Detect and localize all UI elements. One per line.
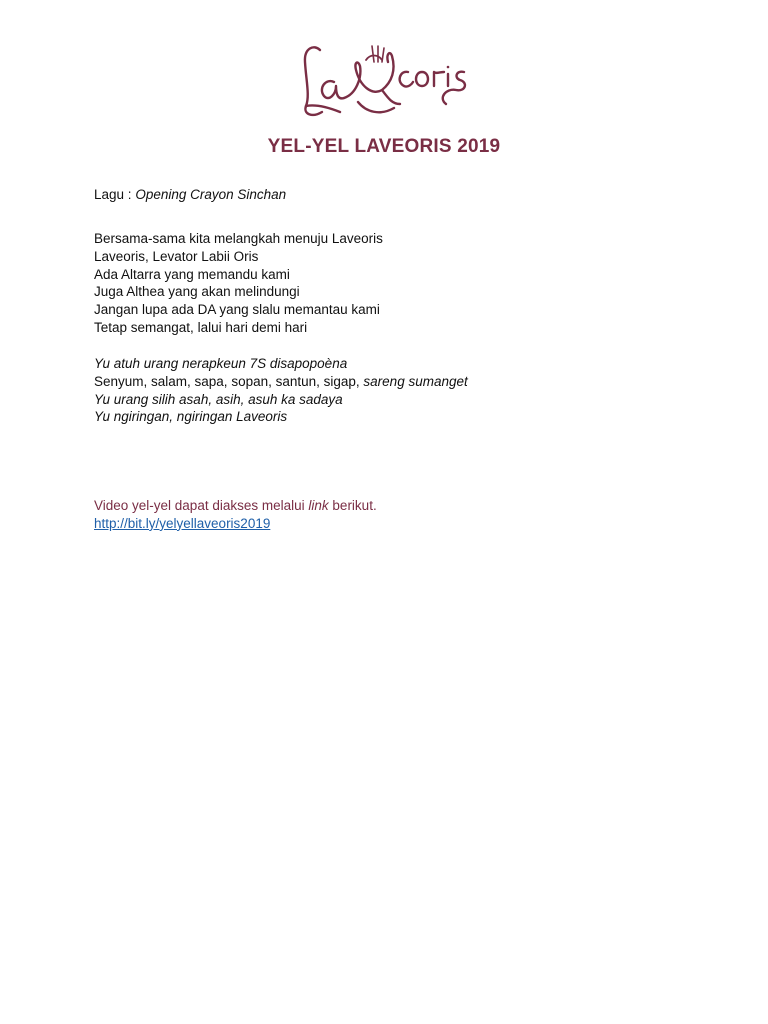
- note-text-after: berikut.: [332, 498, 377, 513]
- song-info: [94, 186, 286, 204]
- verse-line-italic: sareng sumanget: [363, 373, 468, 389]
- video-note: [94, 497, 377, 533]
- verse-line: Juga Althea yang akan melindungi: [94, 284, 300, 300]
- verse-line: Ada Altarra yang memandu kami: [94, 266, 290, 282]
- verse-line: Yu atuh urang nerapkeun 7S disapopoèna: [94, 356, 348, 371]
- verse-2: [94, 355, 468, 426]
- video-link[interactable]: http://bit.ly/yelyellaveoris2019: [94, 515, 271, 531]
- note-text-italic: link: [308, 498, 329, 513]
- verse-line: Laveoris, Levator Labii Oris: [94, 248, 259, 264]
- video-note-text: [94, 497, 377, 515]
- song-name: Opening Crayon Sinchan: [135, 187, 287, 202]
- verse-line: Tetap semangat, lalui hari demi hari: [94, 319, 308, 335]
- verse-line: Jangan lupa ada DA yang slalu memantau kami: [94, 302, 380, 318]
- verse-line: Yu ngiringan, ngiringan Laveoris: [94, 409, 288, 425]
- song-label: Lagu :: [94, 187, 132, 202]
- verse-line: Yu urang silih asah, asih, asuh ka sadaya: [94, 391, 343, 407]
- document-title: YEL-YEL LAVEORIS 2019: [267, 136, 501, 157]
- song-line: [94, 186, 286, 204]
- verse-line: [94, 373, 468, 391]
- verse-1: [94, 230, 383, 337]
- laveoris-logo-icon: [296, 38, 474, 118]
- verse-line: Bersama-sama kita melangkah menuju Laveoris: [94, 231, 383, 246]
- note-text-before: Video yel-yel dapat diakses melalui: [94, 498, 305, 513]
- verse-line-plain: Senyum, salam, sapa, sopan, santun, sigap,: [94, 373, 360, 389]
